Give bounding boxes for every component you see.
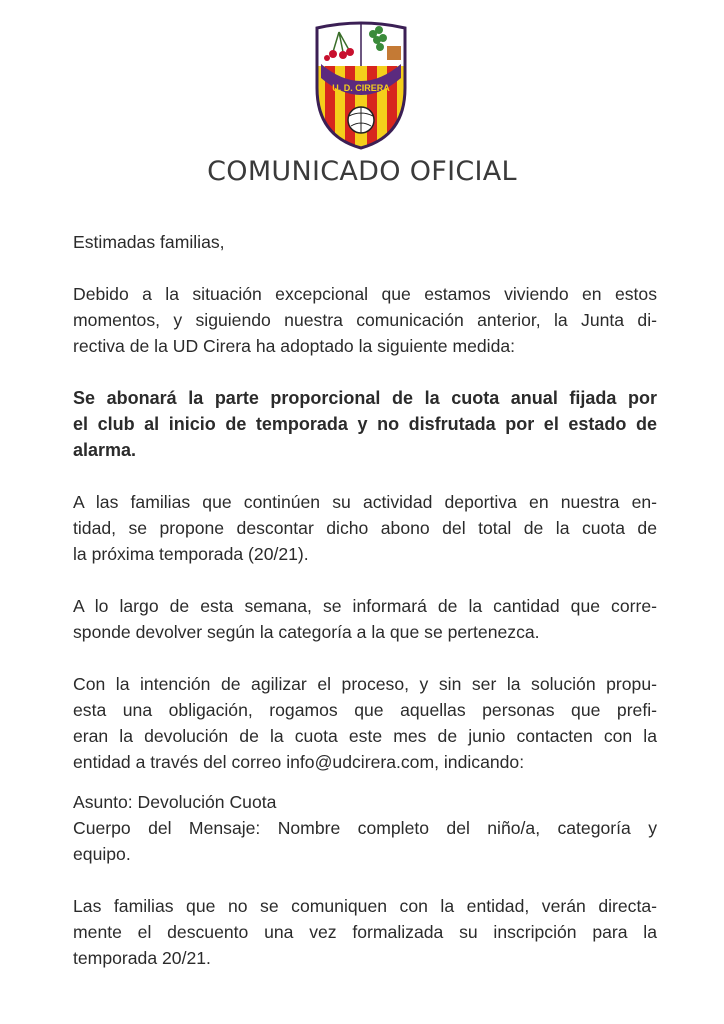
page-title: COMUNICADO OFICIAL bbox=[207, 156, 517, 187]
text-line: esta una obligación, rogamos que aquellas personas que prefi- bbox=[73, 700, 657, 720]
text-line: Asunto: Devolución Cuota bbox=[73, 792, 277, 812]
greeting-text: Estimadas familias, bbox=[73, 232, 225, 252]
text-line: el club al inicio de temporada y no disfrutada por el estado de bbox=[73, 414, 657, 434]
text-line: Las familias que no se comuniquen con la entidad, verán directa- bbox=[73, 896, 657, 916]
text-line: rectiva de la UD Cirera ha adoptado la siguiente medida: bbox=[73, 336, 516, 356]
paragraph-intro bbox=[73, 281, 657, 359]
text-line: Con la intención de agilizar el proceso, y sin ser la solución propu- bbox=[73, 674, 657, 694]
text-line: eran la devolución de la cuota este mes de junio contacten con la bbox=[73, 726, 657, 746]
paragraph-closing bbox=[73, 893, 657, 971]
text-line: Debido a la situación excepcional que estamos viviendo en estos bbox=[73, 284, 657, 304]
text-line: mente el descuento una vez formalizada su inscripción para la bbox=[73, 922, 657, 942]
text-line: A las familias que continúen su actividad deportiva en nuestra en- bbox=[73, 492, 657, 512]
text-line: la próxima temporada (20/21). bbox=[73, 544, 309, 564]
text-line: temporada 20/21. bbox=[73, 948, 211, 968]
paragraph-process bbox=[73, 671, 657, 775]
paragraph-families bbox=[73, 489, 657, 567]
paragraph-week bbox=[73, 593, 657, 645]
paragraph-email-format bbox=[73, 789, 657, 867]
text-line: entidad a través del correo info@udcirera.com, indicando: bbox=[73, 752, 525, 772]
text-line: Cuerpo del Mensaje: Nombre completo del niño/a, categoría y bbox=[73, 818, 657, 838]
svg-text:U. D. CIRERA: U. D. CIRERA bbox=[332, 83, 390, 93]
text-line: Se abonará la parte proporcional de la cuota anual fijada por bbox=[73, 388, 657, 408]
text-line: momentos, y siguiendo nuestra comunicación anterior, la Junta di- bbox=[73, 310, 657, 330]
club-crest-icon bbox=[313, 18, 409, 150]
paragraph-measure bbox=[73, 385, 657, 463]
text-line: A lo largo de esta semana, se informará de la cantidad que corre- bbox=[73, 596, 657, 616]
text-line: sponde devolver según la categoría a la que se pertenezca. bbox=[73, 622, 540, 642]
text-line: tidad, se propone descontar dicho abono del total de la cuota de bbox=[73, 518, 657, 538]
greeting bbox=[73, 229, 657, 255]
text-line: equipo. bbox=[73, 844, 131, 864]
text-line: alarma. bbox=[73, 440, 137, 460]
